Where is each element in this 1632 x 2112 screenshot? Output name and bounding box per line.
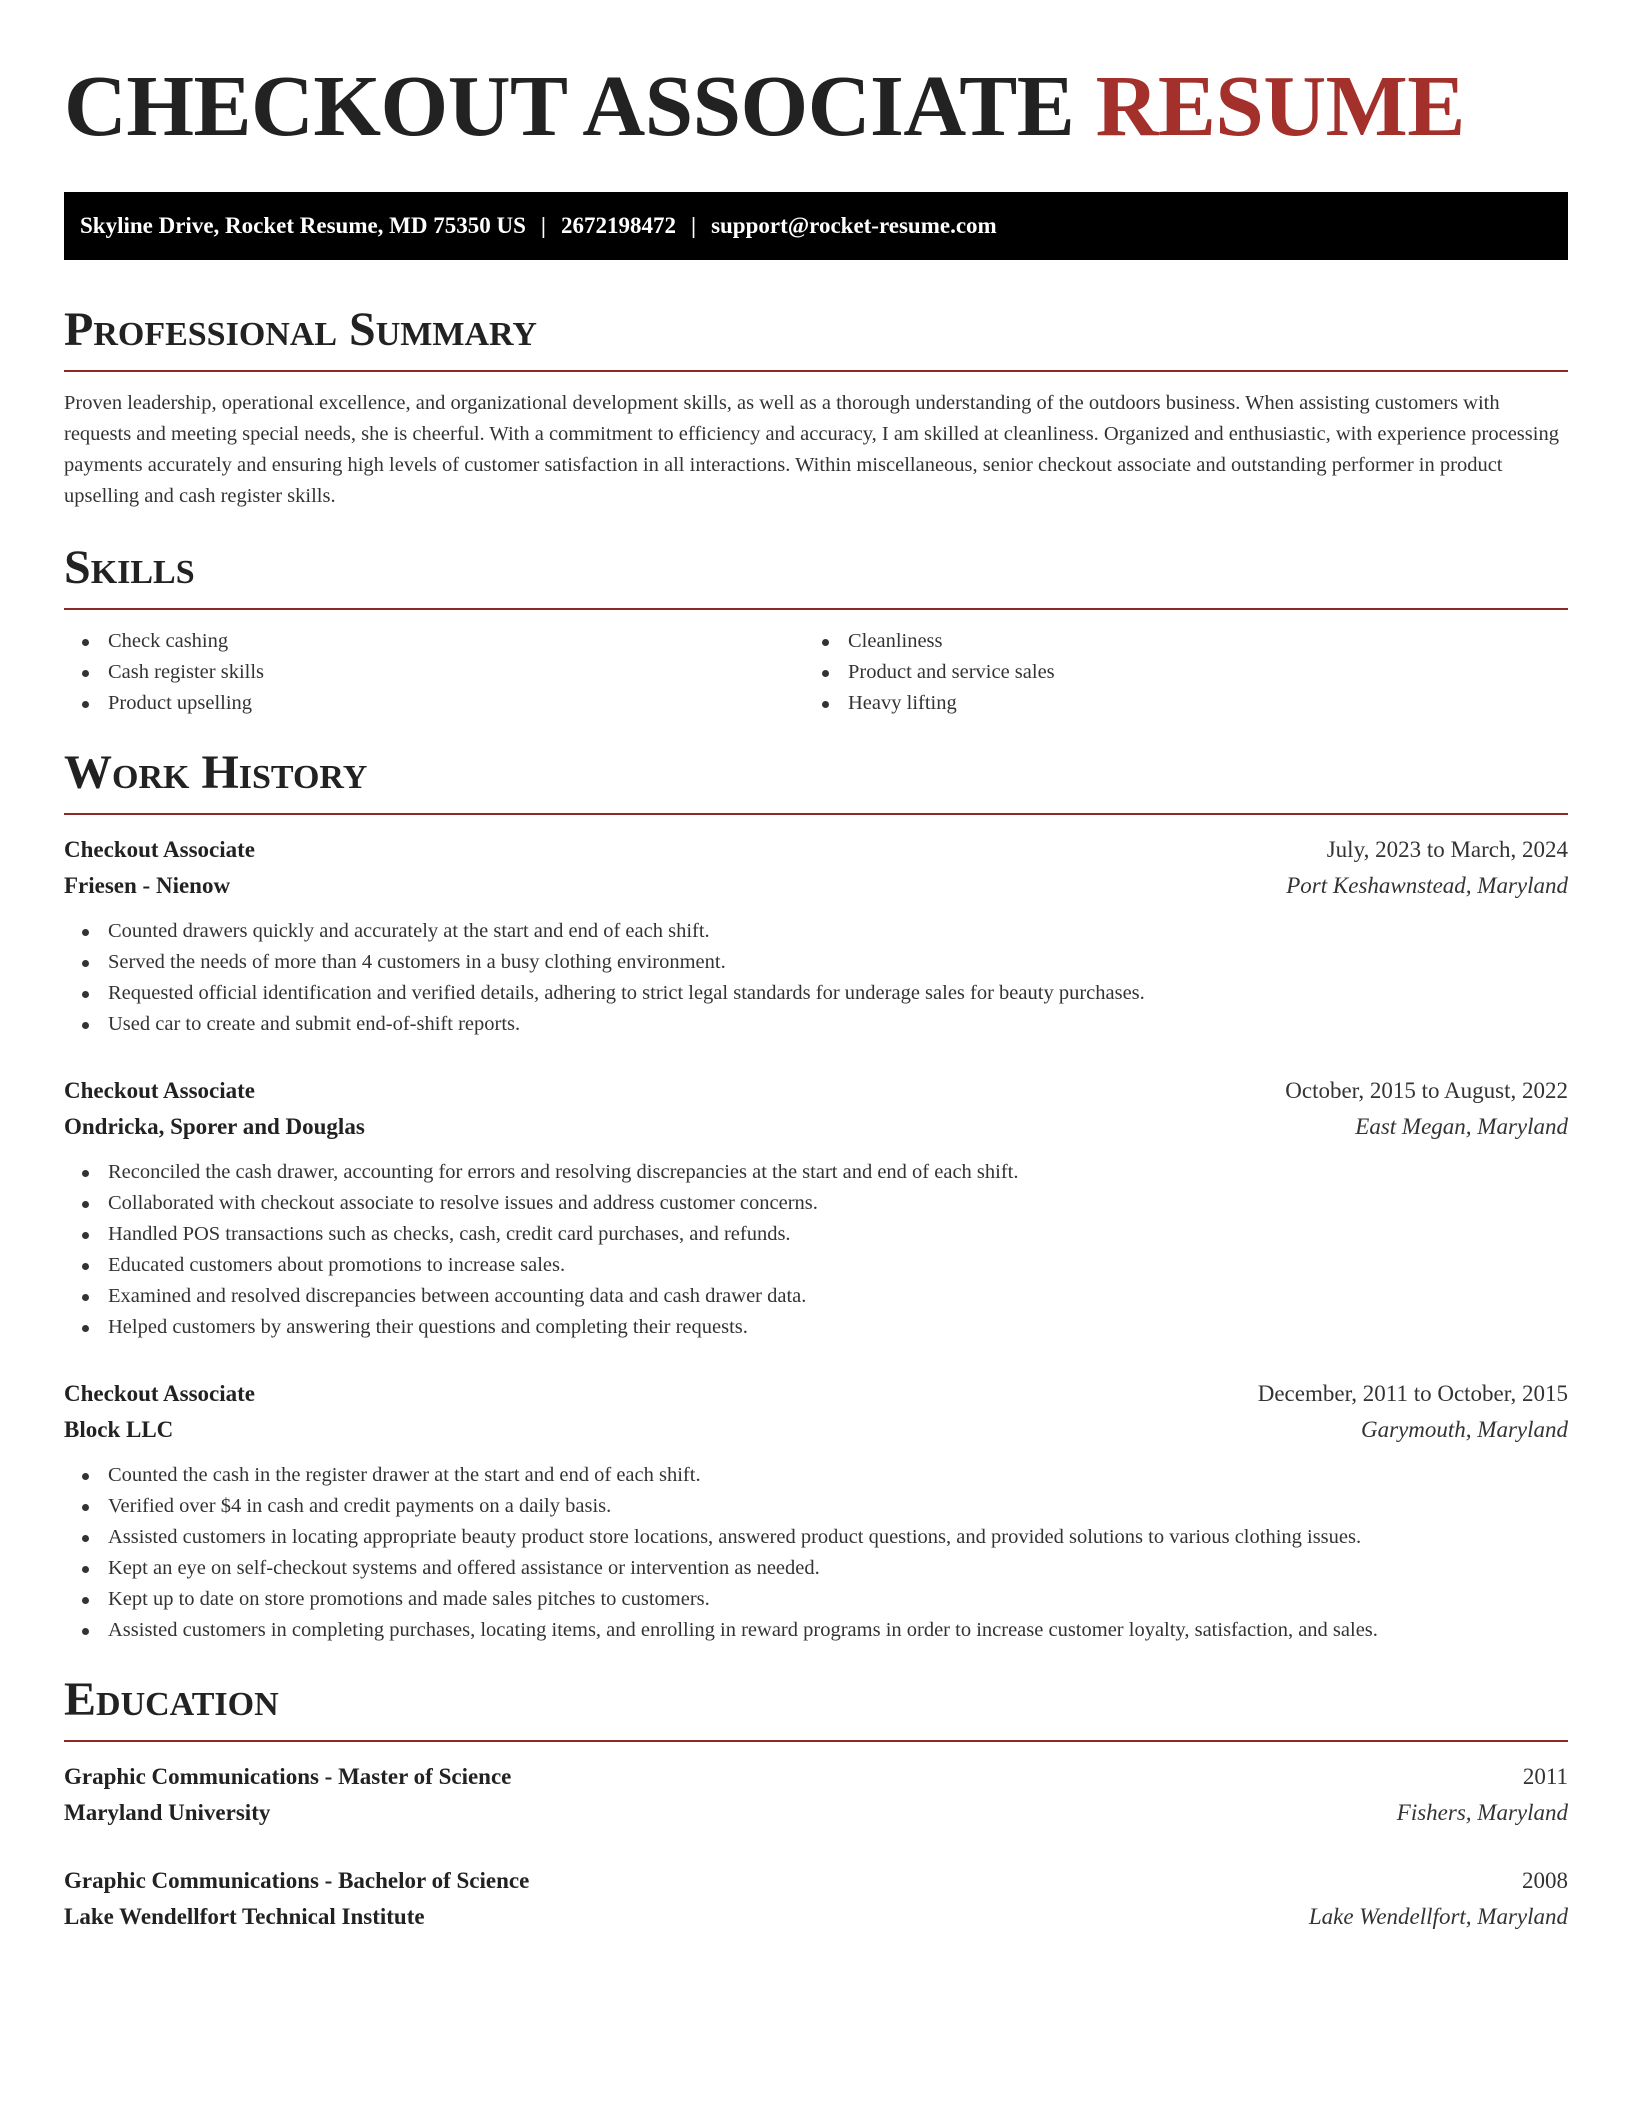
job-title: Checkout Associate <box>64 1381 256 1406</box>
section-divider <box>64 608 1568 610</box>
job-duties <box>64 1157 1568 1343</box>
education-entry <box>64 1863 1568 1935</box>
job-duty: Kept up to date on store promotions and made sales pitches to customers. <box>64 1584 1568 1615</box>
section-divider <box>64 370 1568 372</box>
job-title: Checkout Associate <box>64 837 256 862</box>
skill-item: Check cashing <box>64 626 804 657</box>
job-duty: Counted the cash in the register drawer at the start and end of each shift. <box>64 1460 1568 1491</box>
job-duty: Collaborated with checkout associate to resolve issues and address customer concerns. <box>64 1188 1568 1219</box>
title-accent: RESUME <box>1095 57 1465 154</box>
section-divider <box>64 1740 1568 1742</box>
section-title-work-history: Work History <box>64 746 368 799</box>
job-duty: Used car to create and submit end-of-shift reports. <box>64 1009 1568 1040</box>
job-company: Ondricka, Sporer and Douglas <box>64 1114 365 1139</box>
education-location: Fishers, Maryland <box>1396 1800 1568 1825</box>
education-section <box>64 1674 1568 1935</box>
job-dates: July, 2023 to March, 2024 <box>1326 837 1568 862</box>
education-degree-row <box>64 1863 1568 1899</box>
education-school-row <box>64 1795 1568 1831</box>
contact-email: support@rocket-resume.com <box>711 213 997 238</box>
skill-item: Product upselling <box>64 688 804 719</box>
job-title-row <box>64 1073 1568 1109</box>
education-location: Lake Wendellfort, Maryland <box>1308 1904 1568 1929</box>
job-company: Block LLC <box>64 1417 174 1442</box>
education-year: 2011 <box>1522 1764 1568 1789</box>
job-duty: Examined and resolved discrepancies between accounting data and cash drawer data. <box>64 1281 1568 1312</box>
summary-section <box>64 304 1568 512</box>
job-duty: Assisted customers in locating appropriate beauty product store locations, answered product questions, and provided solutions to various clothing issues. <box>64 1522 1568 1553</box>
job-duty: Handled POS transactions such as checks, cash, credit card purchases, and refunds. <box>64 1219 1568 1250</box>
resume-title <box>64 57 1568 154</box>
job-entry <box>64 832 1568 1040</box>
education-school-row <box>64 1899 1568 1935</box>
education-school: Lake Wendellfort Technical Institute <box>64 1904 425 1929</box>
skills-grid <box>64 626 1568 719</box>
contact-phone: 2672198472 <box>560 213 676 238</box>
skill-item: Cash register skills <box>64 657 804 688</box>
job-duties <box>64 1460 1568 1646</box>
job-duty: Kept an eye on self-checkout systems and offered assistance or intervention as needed. <box>64 1553 1568 1584</box>
job-duty: Reconciled the cash drawer, accounting for errors and resolving discrepancies at the start and end of each shift. <box>64 1157 1568 1188</box>
job-duty: Helped customers by answering their questions and completing their requests. <box>64 1312 1568 1343</box>
education-school: Maryland University <box>64 1800 271 1825</box>
job-title-row <box>64 1376 1568 1412</box>
title-main: CHECKOUT ASSOCIATE <box>64 57 1075 154</box>
contact-separator: | <box>540 213 546 238</box>
education-degree: Graphic Communications - Bachelor of Science <box>64 1868 530 1893</box>
contact-address: Skyline Drive, Rocket Resume, MD 75350 US <box>80 213 526 238</box>
skills-list-right <box>804 626 1568 719</box>
education-year: 2008 <box>1522 1868 1568 1893</box>
education-degree: Graphic Communications - Master of Science <box>64 1764 512 1789</box>
education-degree-row <box>64 1759 1568 1795</box>
job-location: East Megan, Maryland <box>1355 1114 1568 1139</box>
job-duties <box>64 916 1568 1040</box>
skills-list-left <box>64 626 804 719</box>
skill-item: Cleanliness <box>804 626 1568 657</box>
summary-text: Proven leadership, operational excellence, and organizational development skills, as well as a thorough understanding of the outdoors business. When assisting customers with requests and meeting special needs, she is cheerful. With a commitment to efficiency and accuracy, I am skilled at cleanliness. Organized and enthusiastic, with experience processing payments accurately and ensuring high levels of customer satisfaction in all interactions. Within miscellaneous, senior checkout associate and outstanding performer in product upselling and cash register skills. <box>64 392 1559 507</box>
job-location: Garymouth, Maryland <box>1361 1417 1568 1442</box>
contact-bar <box>64 192 1568 260</box>
job-company: Friesen - Nienow <box>64 873 231 898</box>
job-entry <box>64 1376 1568 1646</box>
job-duty: Requested official identification and verified details, adhering to strict legal standards for underage sales for beauty purchases. <box>64 978 1568 1009</box>
job-duty: Verified over $4 in cash and credit payments on a daily basis. <box>64 1491 1568 1522</box>
education-entry <box>64 1759 1568 1831</box>
section-divider <box>64 813 1568 815</box>
job-title: Checkout Associate <box>64 1078 256 1103</box>
section-title-education: Education <box>64 1673 279 1726</box>
job-title-row <box>64 832 1568 868</box>
work-history-section <box>64 747 1568 1646</box>
skill-item: Heavy lifting <box>804 688 1568 719</box>
job-company-row <box>64 1109 1568 1145</box>
contact-separator: | <box>690 213 697 238</box>
job-location: Port Keshawnstead, Maryland <box>1286 873 1568 898</box>
skills-section <box>64 542 1568 719</box>
section-title-skills: Skills <box>64 541 195 594</box>
job-duty: Counted drawers quickly and accurately at the start and end of each shift. <box>64 916 1568 947</box>
job-company-row <box>64 868 1568 904</box>
job-duty: Served the needs of more than 4 customers in a busy clothing environment. <box>64 947 1568 978</box>
skill-item: Product and service sales <box>804 657 1568 688</box>
job-entry <box>64 1073 1568 1343</box>
section-title-summary: Professional Summary <box>64 303 537 356</box>
job-duty: Educated customers about promotions to increase sales. <box>64 1250 1568 1281</box>
job-dates: October, 2015 to August, 2022 <box>1285 1078 1568 1103</box>
job-dates: December, 2011 to October, 2015 <box>1257 1381 1568 1406</box>
job-company-row <box>64 1412 1568 1448</box>
job-duty: Assisted customers in completing purchases, locating items, and enrolling in reward programs in order to increase customer loyalty, satisfaction, and sales. <box>64 1615 1568 1646</box>
